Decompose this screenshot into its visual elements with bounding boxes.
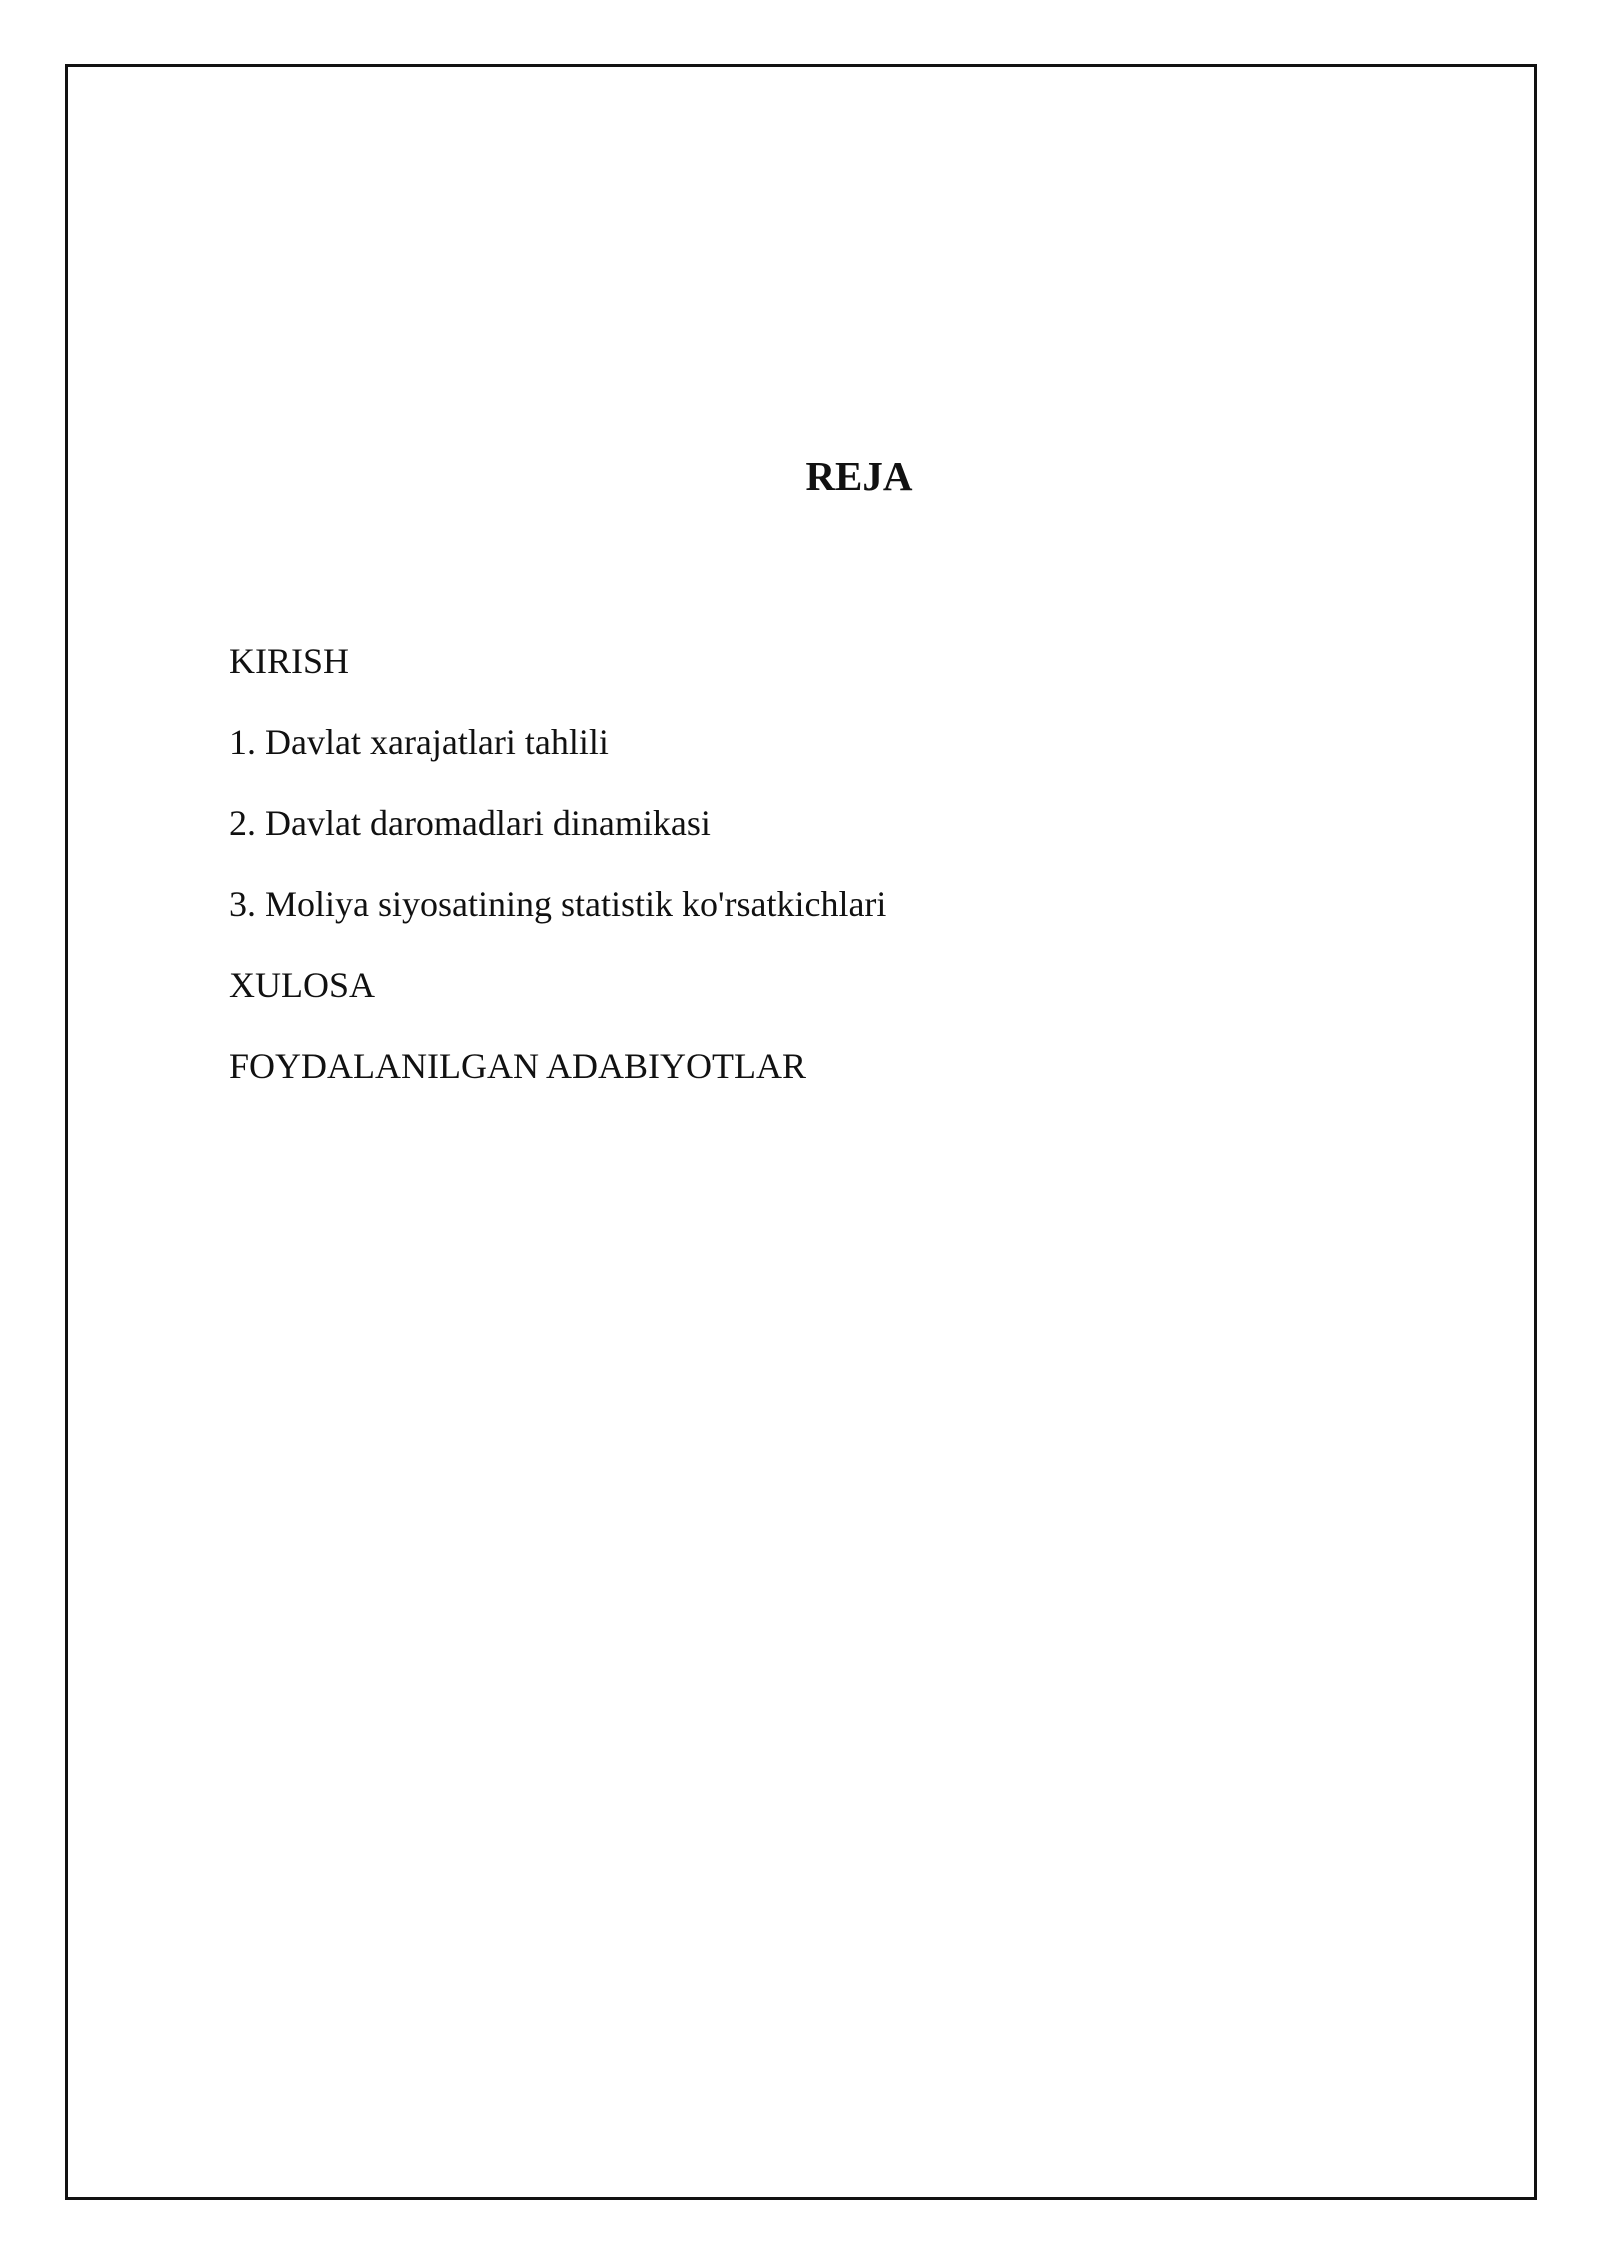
page-title: REJA	[805, 453, 913, 499]
toc-item-chapter-2: 2. Davlat daromadlari dinamikasi	[229, 803, 711, 843]
table-of-contents	[229, 640, 886, 1126]
toc-item-chapter-1: 1. Davlat xarajatlari tahlili	[229, 722, 609, 762]
toc-item-introduction: KIRISH	[229, 641, 350, 681]
toc-item-chapter-3: 3. Moliya siyosatining statistik ko'rsatkichlari	[229, 884, 887, 924]
toc-item-conclusion: XULOSA	[229, 965, 376, 1005]
toc-item-references: FOYDALANILGAN ADABIYOTLAR	[229, 1046, 806, 1086]
page-border	[65, 64, 1537, 2200]
